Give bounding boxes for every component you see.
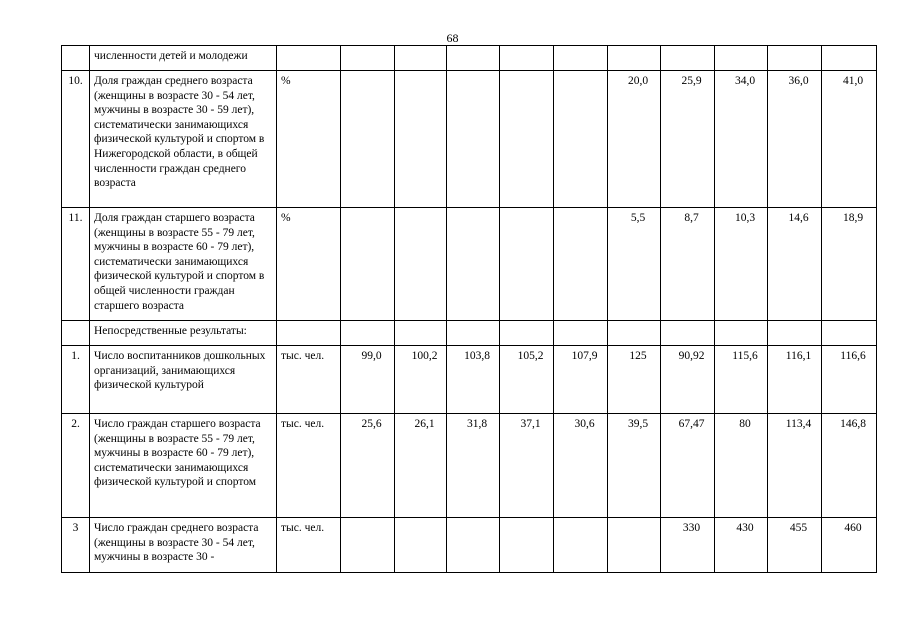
value-cell: [715, 518, 768, 573]
value-text: 103,8: [464, 350, 490, 362]
row-number: 3: [62, 518, 90, 573]
value-cell: [500, 321, 554, 346]
value-text: 5,5: [630, 212, 646, 224]
value-cell: [768, 208, 822, 321]
value-cell: [822, 518, 877, 573]
row-number: 2.: [62, 414, 90, 518]
unit-cell: [277, 321, 341, 346]
value-cell: [822, 321, 877, 346]
indicator-name: Число воспитанников дошкольных организаций, занимающихся физической культурой: [90, 346, 277, 414]
value-cell: [822, 208, 877, 321]
indicator-name: численности детей и молодежи: [90, 46, 277, 71]
value-cell: [395, 518, 447, 573]
value-text: 460: [844, 522, 862, 534]
value-cell: [608, 518, 661, 573]
value-cell: [661, 71, 715, 208]
value-text: 113,4: [785, 418, 812, 430]
unit-cell: [277, 46, 341, 71]
unit-cell: %: [277, 208, 341, 321]
table-row: [62, 71, 877, 208]
value-cell: [661, 321, 715, 346]
value-text: 100,2: [411, 350, 438, 362]
value-cell: [500, 208, 554, 321]
table-row: [62, 321, 877, 346]
value-cell: [341, 71, 395, 208]
value-text: 115,6: [732, 350, 758, 362]
value-text: 80: [739, 418, 751, 430]
value-cell: [395, 208, 447, 321]
table-row: [62, 346, 877, 414]
unit-cell: тыс. чел.: [277, 346, 341, 414]
value-text: 125: [629, 350, 647, 362]
value-cell: [661, 346, 715, 414]
value-cell: [500, 46, 554, 71]
value-cell: [341, 46, 395, 71]
value-cell: [447, 346, 500, 414]
value-cell: [608, 321, 661, 346]
value-cell: [608, 414, 661, 518]
value-cell: [661, 208, 715, 321]
value-cell: [608, 346, 661, 414]
value-text: 37,1: [520, 418, 541, 430]
value-cell: [822, 414, 877, 518]
table-row: [62, 518, 877, 573]
value-cell: [341, 208, 395, 321]
value-cell: [822, 346, 877, 414]
value-cell: [822, 71, 877, 208]
value-cell: [661, 414, 715, 518]
unit-cell: тыс. чел.: [277, 414, 341, 518]
unit-cell: %: [277, 71, 341, 208]
value-text: 430: [736, 522, 754, 534]
value-cell: [715, 46, 768, 71]
value-cell: [554, 346, 608, 414]
value-cell: [395, 71, 447, 208]
value-text: 30,6: [574, 418, 595, 430]
value-cell: [447, 208, 500, 321]
value-text: 41,0: [842, 75, 864, 87]
row-number: [62, 46, 90, 71]
value-cell: [608, 208, 661, 321]
value-cell: [500, 414, 554, 518]
value-cell: [500, 71, 554, 208]
value-text: 10,3: [734, 212, 756, 224]
value-cell: [554, 321, 608, 346]
value-text: 116,1: [785, 350, 812, 362]
value-text: 25,6: [361, 418, 382, 430]
value-cell: [500, 518, 554, 573]
table-row: [62, 208, 877, 321]
value-cell: [447, 518, 500, 573]
value-cell: [715, 208, 768, 321]
value-cell: [715, 346, 768, 414]
value-cell: [395, 46, 447, 71]
value-cell: [768, 414, 822, 518]
value-text: 90,92: [678, 350, 705, 362]
row-number: 1.: [62, 346, 90, 414]
value-cell: [822, 46, 877, 71]
value-text: 31,8: [466, 418, 488, 430]
indicator-name: Число граждан среднего возраста (женщины в возрасте 30 - 54 лет, мужчины в возрасте 30 -: [90, 518, 277, 573]
value-cell: [715, 71, 768, 208]
value-cell: [768, 346, 822, 414]
value-cell: [608, 71, 661, 208]
row-number: 10.: [62, 71, 90, 208]
value-cell: [554, 414, 608, 518]
value-text: 18,9: [842, 212, 864, 224]
value-cell: [554, 46, 608, 71]
value-cell: [661, 518, 715, 573]
value-cell: [447, 414, 500, 518]
value-cell: [500, 346, 554, 414]
value-text: 20,0: [627, 75, 649, 87]
value-cell: [768, 518, 822, 573]
value-cell: [661, 46, 715, 71]
value-cell: [554, 518, 608, 573]
value-cell: [715, 414, 768, 518]
value-text: 8,7: [684, 212, 699, 224]
value-text: 330: [682, 522, 701, 534]
value-cell: [554, 71, 608, 208]
indicator-name: Число граждан старшего возраста (женщины в возрасте 55 - 79 лет, мужчины в возрасте 60 - 79 лет), систематически занимающихся физической культурой и спортом: [90, 414, 277, 518]
value-text: 455: [789, 522, 808, 534]
value-cell: [608, 46, 661, 71]
value-cell: [341, 518, 395, 573]
value-text: 99,0: [361, 350, 382, 362]
indicator-name: Непосредственные результаты:: [90, 321, 277, 346]
value-text: 36,0: [788, 75, 809, 87]
value-cell: [554, 208, 608, 321]
value-cell: [395, 414, 447, 518]
value-text: 116,6: [840, 350, 866, 362]
value-text: 25,9: [681, 75, 702, 87]
value-text: 39,5: [627, 418, 649, 430]
value-cell: [715, 321, 768, 346]
table-row: [62, 46, 877, 71]
value-cell: [447, 321, 500, 346]
value-cell: [447, 71, 500, 208]
value-cell: [768, 321, 822, 346]
indicator-name: Доля граждан старшего возраста (женщины в возрасте 55 - 79 лет, мужчины в возрасте 60 - 79 лет), систематически занимающихся физической культурой и спортом в общей численности граждан старшего возраста: [90, 208, 277, 321]
page-number: 68: [446, 31, 459, 45]
value-text: 67,47: [678, 418, 705, 430]
value-cell: [447, 46, 500, 71]
value-cell: [768, 71, 822, 208]
value-text: 146,8: [840, 418, 866, 430]
value-text: 14,6: [788, 212, 809, 224]
unit-cell: тыс. чел.: [277, 518, 341, 573]
indicator-name: Доля граждан среднего возраста (женщины в возрасте 30 - 54 лет, мужчины в возрасте 30 - 59 лет), систематически занимающихся физической культурой и спортом в Нижегородской области, в общей численности граждан среднего возраста: [90, 71, 277, 208]
value-cell: [341, 414, 395, 518]
value-cell: [341, 346, 395, 414]
row-number: 11.: [62, 208, 90, 321]
table-row: [62, 414, 877, 518]
table-body: [62, 46, 877, 573]
value-text: 105,2: [517, 350, 544, 362]
value-text: 26,1: [414, 418, 435, 430]
value-cell: [395, 346, 447, 414]
value-cell: [341, 321, 395, 346]
value-text: 34,0: [734, 75, 756, 87]
row-number: [62, 321, 90, 346]
value-cell: [768, 46, 822, 71]
indicators-table: [61, 45, 877, 573]
value-text: 107,9: [571, 350, 598, 362]
value-cell: [395, 321, 447, 346]
